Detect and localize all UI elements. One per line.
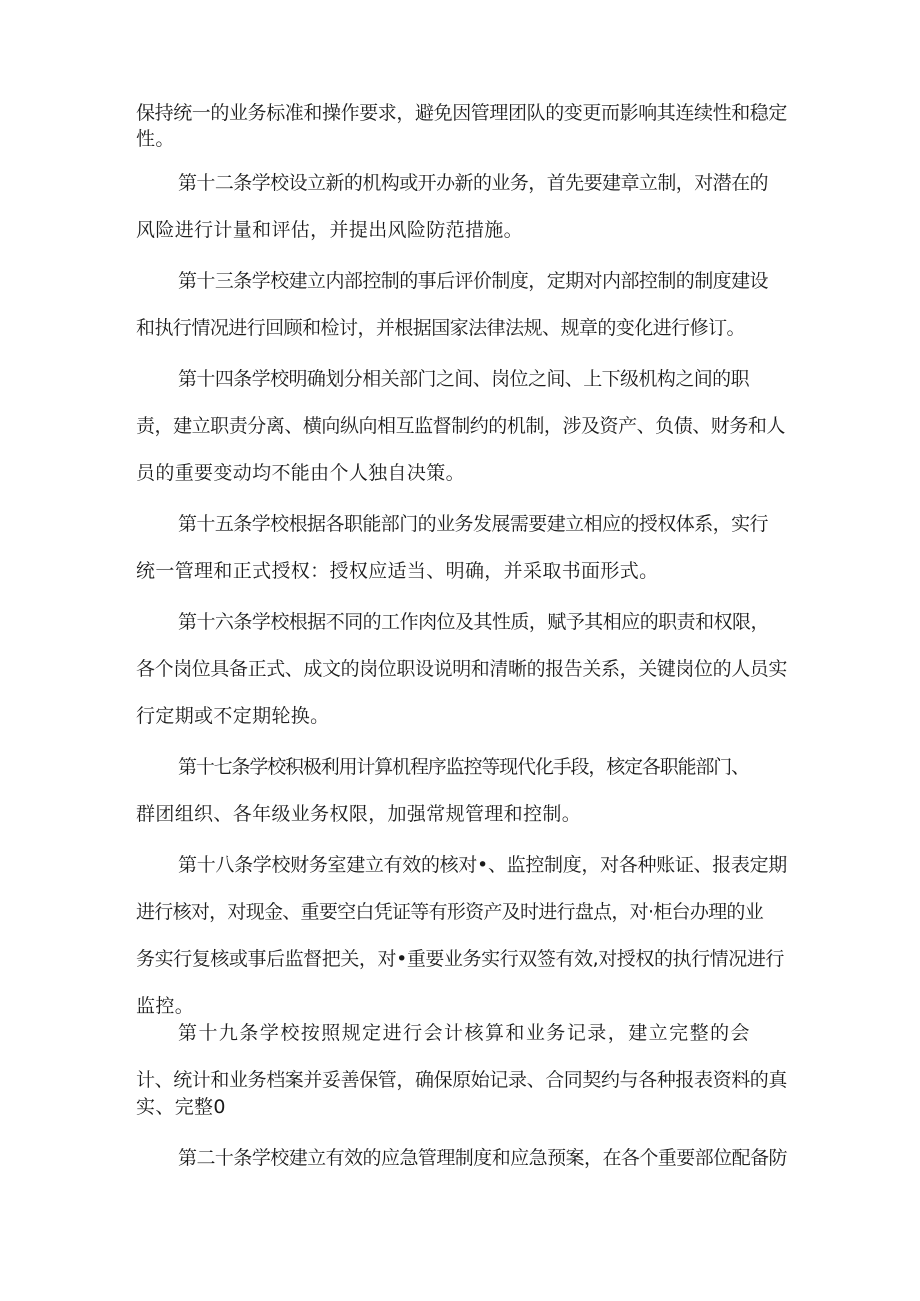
text-line-18: 进行核对，对现金、重要空白凭证等有形资产及时进行盘点，对·柜台办理的业 [136,901,763,923]
text-line-5: 第十三条学校建立内部控制的事后评价制度，定期对内部控制的制度建设 [178,270,768,292]
text-line-4: 风险进行计量和评估，并提出风险防范措施。 [136,219,524,241]
text-line-15: 第十七条学校积极利用计算机程序监控等现代化手段，核定各职能部门、 [178,756,749,778]
text-line-20: 监控。 [136,995,195,1017]
text-line-1: 保持统一的业务标准和操作要求，避免因管理团队的变更而影响其连续性和稳定 [136,102,788,124]
text-line-3: 第十二条学校设立新的机构或开办新的业务，首先要建章立制，对潜在的 [178,172,768,194]
text-line-24: 第二十条学校建立有效的应急管理制度和应急预案，在各个重要部位配备防 [178,1147,787,1169]
text-line-6: 和执行情况进行回顾和检讨，并根据国家法律法规、规章的变化进行修订。 [136,317,745,339]
text-line-16: 群团组织、各年级业务权限，加强常规管理和控制。 [136,803,582,825]
text-line-22: 计、统计和业务档案并妥善保管，确保原始记录、合同契约与各种报表资料的真 [136,1069,788,1091]
text-line-23: 实、完整0 [136,1096,226,1118]
text-line-9: 员的重要变动均不能由个人独自决策。 [136,462,465,484]
text-line-13: 各个岗位具备正式、成文的岗位职设说明和清晰的报告关系，关键岗位的人员实 [136,658,788,680]
text-line-19: 务实行复核或事后监督把关，对•重要业务实行双签有效,对授权的执行情况进行 [136,948,784,970]
text-line-21: 第十九条学校按照规定进行会计核算和业务记录，建立完整的会 [178,1022,751,1044]
text-line-8: 责，建立职责分离、横向纵向相互监督制约的机制，涉及资产、负债、财务和人 [136,415,785,437]
text-line-7: 第十四条学校明确划分相关部门之间、岗位之间、上下级机构之间的职 [178,368,749,390]
text-line-17: 第十八条学校财务室建立有效的核对•、监控制度，对各种账证、报表定期 [178,854,787,876]
text-line-10: 第十五条学校根据各职能部门的业务发展需要建立相应的授权体系，实行 [178,513,768,535]
text-line-12: 第十六条学校根据不同的工作肉位及其性质，赋予其相应的职责和权限， [178,611,769,633]
text-line-2: 性。 [136,128,175,150]
text-line-11: 统一管理和正式授权：授权应适当、明确，并采取书面形式。 [136,560,659,582]
text-line-14: 行定期或不定期轮换。 [136,705,330,727]
